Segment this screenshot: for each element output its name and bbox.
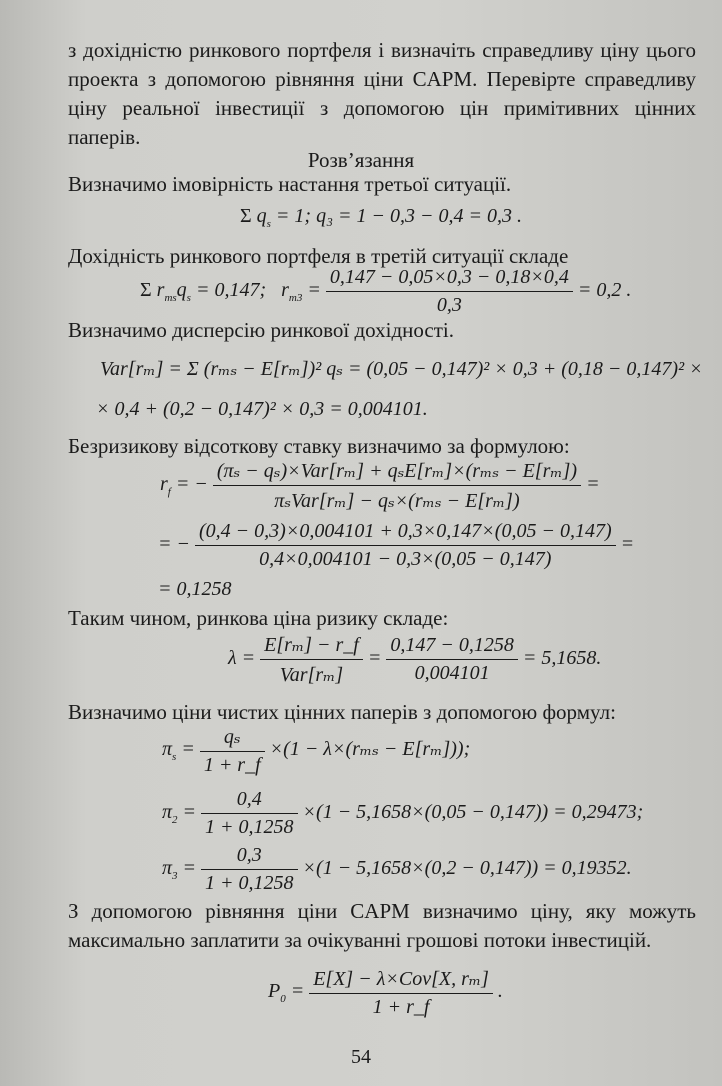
formula-market-price-of-risk: λ = $\frac{\text{E[rₘ] − r\_f}}{\text{Var[rₘ]}}$ = $\frac{0,147 - 0,1258}{0,004101}$ = 5,1658. [228,634,602,686]
fraction: $\frac{0,147 - 0,1258}{0,004101}$ [386,634,518,685]
formula-state-price-3: $\pi_3$ = $\frac{0,3}{1 + 0,1258}$ ×(1 − 5,1658×(0,2 − 0,147)) = 0,19352. [162,844,632,894]
formula-riskfree: $r_f$ = − $\frac{\text{(πₛ − qₛ)×Var[rₘ] + qₛE[rₘ]×(rₘₛ − E[rₘ])}}{\text{πₛVar[rₘ] − qₛ×(rₘₛ − E[rₘ])}}$ = [160,460,600,512]
fraction: $\frac{\text{qₛ}}{1 + r\_f}$ [200,724,265,777]
formula-variance-line2: × 0,4 + (0,2 − 0,147)² × 0,3 = 0,004101. [96,398,428,420]
solution-heading: Розв’язання [307,148,415,172]
paragraph-7: З допомогою рівняння ціни CAPM визначимо ціну, яку можуть максимально заплатити за очікуванні грошові потоки інвестицій. [68,899,696,952]
formula-probability: Σ $q_s = 1$; q₃ = 1 − 0,3 − 0,4 = 0,3 . [240,205,523,230]
fraction: $\frac{\text{(πₛ − qₛ)×Var[rₘ] + qₛE[rₘ]×(rₘₛ − E[rₘ])}}{\text{πₛVar[rₘ] − qₛ×(rₘₛ − E[rₘ])}}$ [213,458,581,513]
fraction: $\frac{(0,4 - 0,3)\times 0,004101 + 0,3\times 0,147\times(0,05 - 0,147)}{0,4\times 0,004101 - 0,3\times(0,05 - 0,147)}$ [195,520,616,571]
fraction: $\frac{\text{E[X] − λ×Cov[X, rₘ]}}{1 + r\_f}$ [309,966,493,1019]
paragraph-1: Визначимо імовірність настання третьої ситуації. [68,172,512,196]
fraction: $\frac{\text{E[rₘ] − r\_f}}{\text{Var[rₘ]}}$ [260,632,363,687]
paragraph-6: Визначимо ціни чистих цінних паперів з допомогою формул: [68,700,616,724]
fraction: $\frac{0,4}{1 + 0,1258}$ [201,788,298,839]
paragraph-4: Безризикову відсоткову ставку визначимо за формулою: [68,434,570,458]
fraction: $\frac{0,147 - 0,05\times 0,3 - 0,18\times 0,4}{0,3}$ [326,266,573,317]
intro-paragraph: з дохідністю ринкового портфеля і визначіть справедливу ціну цього проекта з допомогою рівняння ціни CAPM. Перевірте справедливу ціну реальної інвестиції з допомогою цін примітивних цінних паперів. [68,38,696,149]
formula-state-price-general: $\pi_s$ = $\frac{\text{qₛ}}{1 + r\_f}$ ×(1 − λ×(rₘₛ − E[rₘ])); [162,726,471,776]
formula-capm-price: $P_0$ = $\frac{\text{E[X] − λ×Cov[X, rₘ]}}{1 + r\_f}$ . [268,968,503,1018]
fraction: $\frac{0,3}{1 + 0,1258}$ [201,844,298,895]
page-number: 54 [351,1046,371,1068]
paragraph-3: Визначимо дисперсію ринкової дохідності. [68,318,454,342]
formula-market-return: Σ $r_{ms}q_s = 0,147$; $r_{m3}$ = $\frac{0,147 - 0,05\times 0,3 - 0,18\times 0,4}{0,3}$ = 0,2 . [140,266,632,316]
formula-variance-line1: Var[rₘ] = Σ (rₘₛ − E[rₘ])² qₛ = (0,05 − 0,147)² × 0,3 + (0,18 − 0,147)² × [100,358,703,380]
formula-state-price-2: $\pi_2$ = $\frac{0,4}{1 + 0,1258}$ ×(1 − 5,1658×(0,05 − 0,147)) = 0,29473; [162,788,644,838]
formula-riskfree-numeric: = − $\frac{(0,4 - 0,3)\times 0,004101 + 0,3\times 0,147\times(0,05 - 0,147)}{0,4\times 0,004101 - 0,3\times(0,05 - 0,147)}$ = [158,520,635,570]
formula-riskfree-result: = 0,1258 [158,578,232,600]
paragraph-2: Дохідність ринкового портфеля в третій ситуації складе [68,244,569,268]
paragraph-5: Таким чином, ринкова ціна ризику складе: [68,606,449,630]
